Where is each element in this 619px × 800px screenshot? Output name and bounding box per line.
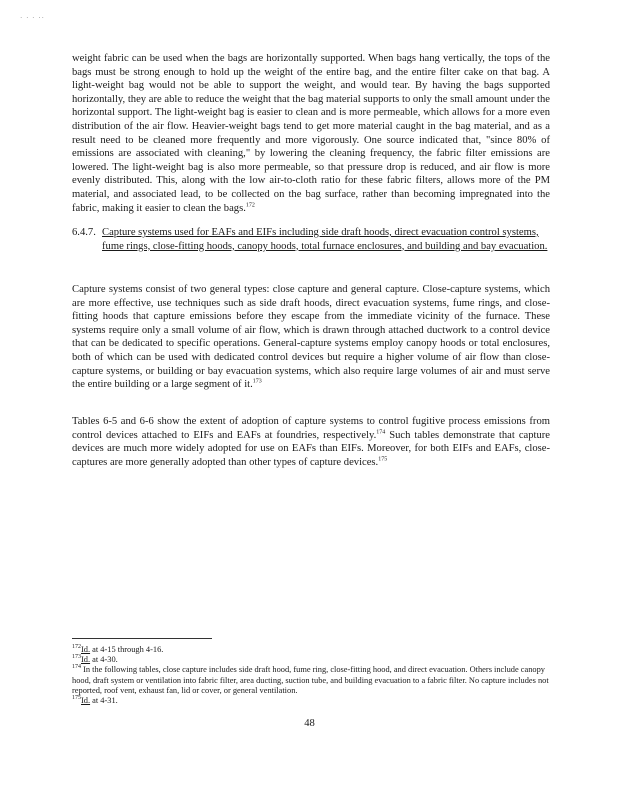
footnote-id: Id. xyxy=(81,655,91,665)
footnote xyxy=(72,645,550,655)
footnote-text: at 4-30. xyxy=(90,655,118,665)
footnote-id: Id. xyxy=(81,696,91,706)
footnote-id: Id. xyxy=(81,645,91,654)
footnote-number: 172 xyxy=(72,644,81,651)
footnote-reference: 174 xyxy=(376,429,386,436)
footnote-reference: 172 xyxy=(245,202,255,208)
header-mark: · · · ·· xyxy=(20,14,45,22)
footnote xyxy=(72,655,550,665)
paragraph-text: Tables 6-5 and 6-6 show the extent of adoption of capture systems to control fugitive process emissions from control devices attached to EIFs and EAFs at foundries, respectively. xyxy=(72,416,550,441)
paragraph-text: Capture systems consist of two general types: close capture and general capture. Close-capture systems, which are more effective, use techniques such as side draft hoods, direct evacuation systems, fume rings, and close-fitting hoods that capture emissions before they escape from the immediate vicinity of the furnace. These systems require only a small volume of air flow, which is drawn through attached ductwork to a control device that can be dedicated to specific operations. General-capture systems employ canopy hoods or total enclosures, both of which can be used with dedicated control devices but require a higher volume of air flow than close-capture systems, or building or bay evacuation systems, which also require large volumes of air and must serve the entire building or a large segment of it. xyxy=(72,284,550,391)
footnotes xyxy=(72,645,550,706)
footnote-number: 175 xyxy=(72,695,81,702)
section-heading xyxy=(72,226,550,253)
footnote-number: 173 xyxy=(72,654,81,661)
footnote-text: at 4-15 through 4-16. xyxy=(90,645,164,654)
paragraph-text: weight fabric can be used when the bags are horizontally supported. When bags hang vertically, the tops of the bags must be strong enough to hold up the weight of the entire bag, and the entire filter cake on that bag. A light-weight bag would not be able to support the weight, and would tear. By having the bags supported horizontally, they are able to reduce the weight that the bag material supports to only the small amount under the horizontal support. The light-weight bag is easier to clean and is more permeable, which allows for a more even distribution of the air flow. Heavier-weight bags tend to get more material caught in the bag material, and as a result need to be cleaned more frequently and more vigorously. One source indicated that, "since 80% of emissions are associated with cleaning," by lowering the cleaning frequency, the fabric filter emissions are lowered. The light-weight bag is also more permeable, so that pressure drop is reduced, and air flow is more evenly distributed. This, along with the low air-to-cloth ratio for these fabric filters, allows more of the PM material, and associated lead, to be collected on the bag surface, rather than becoming impregnated into the fabric, making it easier to clean the bags. xyxy=(72,53,550,214)
page-number: 48 xyxy=(304,718,315,729)
section-number: 6.4.7. xyxy=(72,227,96,238)
section-title: Capture systems used for EAFs and EIFs including side draft hoods, direct evacuation control systems, fume rings, close-fitting hoods, canopy hoods, total furnace enclosures, and building and bay evacuation. xyxy=(102,227,548,252)
footnote-reference: 175 xyxy=(378,456,388,463)
footnote-reference: 173 xyxy=(252,378,262,385)
paragraph-text: Such tables demonstrate that capture devices are much more widely adopted for use on EAFs than EIFs. Moreover, for both EIFs and EAFs, close-captures are more generally adopted than other types of capture devices. xyxy=(72,429,550,468)
footnote-number: 174 xyxy=(72,664,81,671)
footnote xyxy=(72,696,550,706)
footnote-text: In the following tables, close capture includes side draft hood, fume ring, close-fitting hood, and direct evacuation. Others include canopy hood, draft system or ventilation into fabric filter, area ducting, suction tube, and building evacuation to a fabric filter. No capture includes not reported, roof vent, exhaust fan, lid or cover, or general ventilation. xyxy=(72,665,549,695)
paragraph-bag-design xyxy=(72,52,550,215)
paragraph-tables-adoption xyxy=(72,415,550,469)
footnote-divider xyxy=(72,638,212,639)
footnote xyxy=(72,665,550,696)
footnote-text: at 4-31. xyxy=(90,696,118,706)
paragraph-capture-systems xyxy=(72,283,550,392)
